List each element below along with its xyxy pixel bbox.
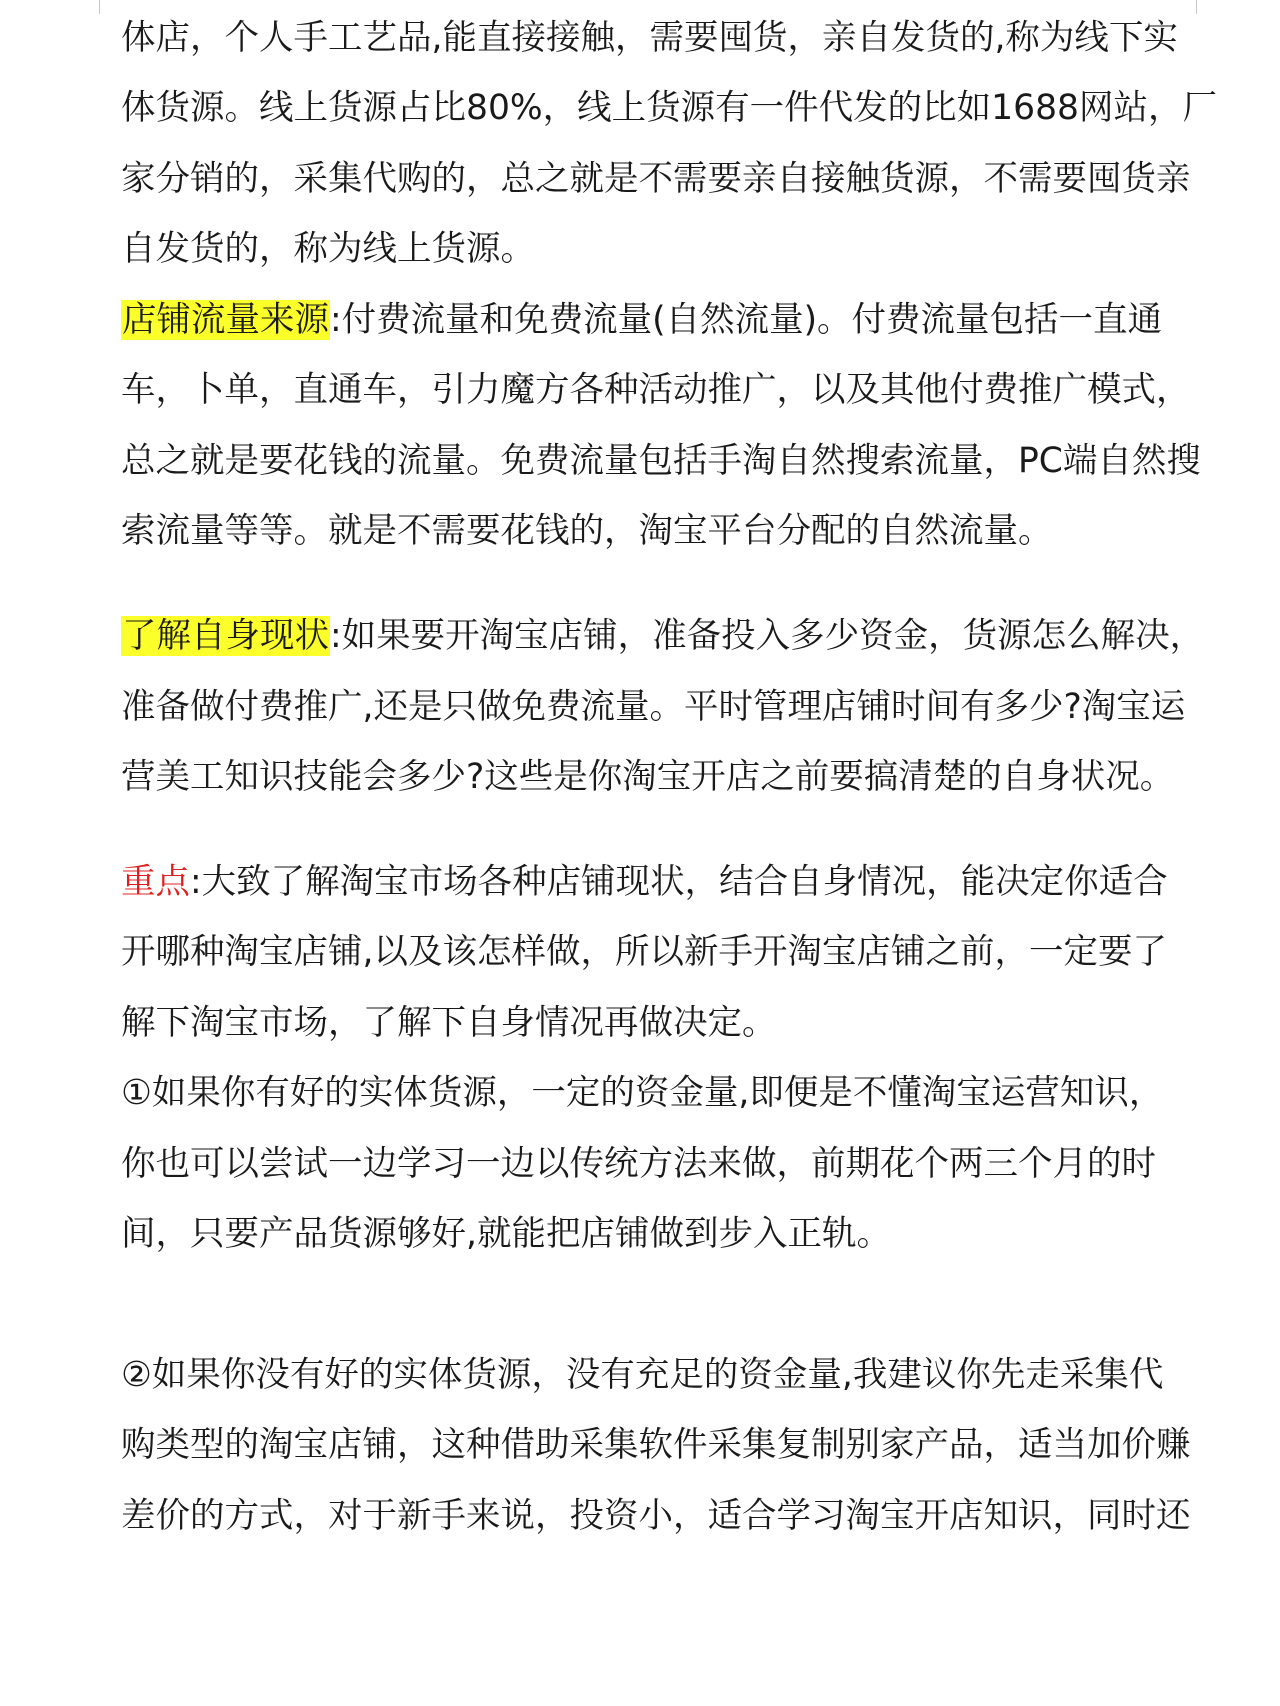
page-edge-mark (99, 0, 100, 14)
text-line: ①如果你有好的实体货源，一定的资金量,即便是不懂淘宝运营知识， (121, 1073, 1164, 1113)
text-line: 解下淘宝市场，了解下自身情况再做决定。 (121, 1003, 777, 1043)
text-line: 自发货的，称为线上货源。 (121, 229, 535, 269)
text-line: 车，卜单，直通车，引力魔方各种活动推广，以及其他付费推广模式， (121, 370, 1191, 410)
text-line: 店铺流量来源:付费流量和免费流量(自然流量)。付费流量包括一直通 (122, 300, 1163, 340)
highlighted-heading: 店铺流量来源 (122, 300, 329, 340)
text-line: 家分销的，采集代购的，总之就是不需要亲自接触货源，不需要囤货亲 (121, 159, 1191, 199)
text-line: 索流量等等。就是不需要花钱的，淘宝平台分配的自然流量。 (121, 511, 1053, 551)
text-line: 差价的方式，对于新手来说，投资小，适合学习淘宝开店知识，同时还 (121, 1496, 1191, 1536)
text-line: 重点:大致了解淘宝市场各种店铺现状，结合自身情况，能决定你适合 (121, 862, 1168, 902)
text-line: 你也可以尝试一边学习一边以传统方法来做，前期花个两三个月的时 (121, 1144, 1156, 1184)
text-line: 准备做付费推广,还是只做免费流量。平时管理店铺时间有多少?淘宝运 (121, 687, 1186, 727)
text-line: 总之就是要花钱的流量。免费流量包括手淘自然搜索流量，PC端自然搜 (121, 441, 1201, 481)
text-line: ②如果你没有好的实体货源，没有充足的资金量,我建议你先走采集代 (121, 1355, 1164, 1395)
text-line: 体店，个人手工艺品,能直接接触，需要囤货，亲自发货的,称为线下实 (121, 18, 1178, 58)
page-edge-mark (1196, 0, 1197, 14)
text-line: 购类型的淘宝店铺，这种借助采集软件采集复制别家产品，适当加价赚 (121, 1425, 1191, 1465)
text-line: 了解自身现状:如果要开淘宝店铺，准备投入多少资金，货源怎么解决， (122, 616, 1205, 656)
red-heading: 重点 (121, 862, 190, 902)
highlighted-heading: 了解自身现状 (122, 616, 329, 656)
text-line: 体货源。线上货源占比80%，线上货源有一件代发的比如1688网站，厂 (121, 88, 1217, 128)
text-line: 开哪种淘宝店铺,以及该怎样做，所以新手开淘宝店铺之前，一定要了 (121, 932, 1167, 972)
text-line: 间，只要产品货源够好,就能把店铺做到步入正轨。 (121, 1214, 891, 1254)
text-line: 营美工知识技能会多少?这些是你淘宝开店之前要搞清楚的自身状况。 (121, 757, 1175, 797)
